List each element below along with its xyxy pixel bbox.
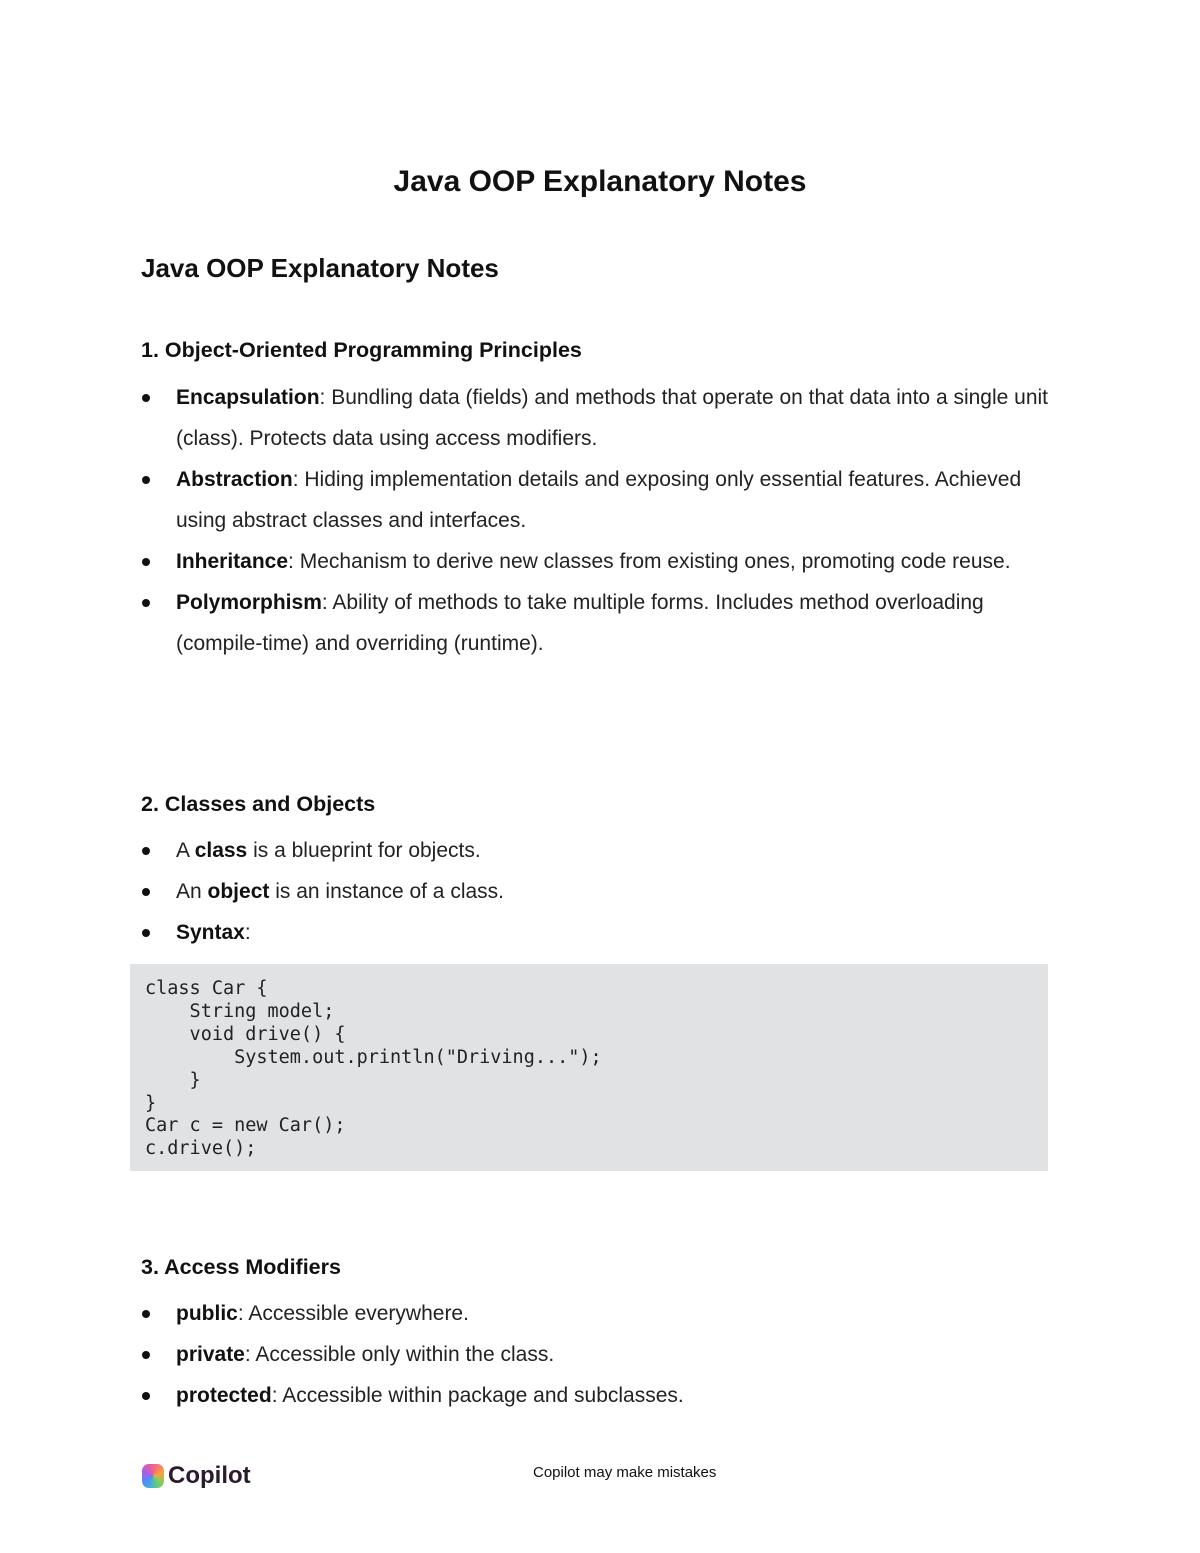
text: A (176, 839, 195, 862)
list-item (141, 459, 1051, 541)
section-heading-oop-principles: 1. Object-Oriented Programming Principles (141, 338, 582, 362)
document-heading: Java OOP Explanatory Notes (141, 253, 499, 283)
copilot-logo-text: Copilot (168, 1462, 251, 1489)
term: Polymorphism (176, 591, 322, 614)
term: object (207, 880, 270, 903)
code-block (130, 964, 1048, 1171)
definition: : Accessible everywhere. (237, 1302, 469, 1325)
text: An (176, 880, 208, 903)
code-text: class Car { String model; void drive() { System.out.println("Driving..."); } } Car c = new Car(); c.drive(); (145, 978, 602, 1160)
definition: : Accessible only within the class. (244, 1343, 555, 1366)
term: Encapsulation (176, 386, 320, 409)
definition: : Ability of methods to take multiple forms. Includes method overloading (compile-time) and overriding (runtime). (176, 591, 984, 655)
list-item (141, 912, 1051, 953)
section-heading-access-modifiers: 3. Access Modifiers (141, 1255, 341, 1279)
list-item (141, 871, 1051, 912)
definition: : (244, 921, 251, 944)
list-item (141, 830, 1051, 871)
term: protected (176, 1384, 272, 1407)
copilot-logo-icon (142, 1464, 164, 1488)
definition: is an instance of a class. (269, 880, 504, 903)
term: public (176, 1302, 238, 1325)
definition: : Hiding implementation details and exposing only essential features. Achieved using abstract classes and interfaces. (176, 468, 1022, 532)
classes-objects-list (141, 830, 1051, 953)
term: class (194, 839, 248, 862)
definition: : Bundling data (fields) and methods that operate on that data into a single unit (class). Protects data using access modifiers. (176, 386, 1049, 450)
term: Inheritance (176, 550, 289, 573)
copilot-logo (142, 1462, 251, 1490)
list-item (141, 1375, 1051, 1416)
term: private (176, 1343, 245, 1366)
section-heading-classes-objects: 2. Classes and Objects (141, 792, 376, 816)
list-item (141, 1293, 1051, 1334)
document-title: Java OOP Explanatory Notes (393, 165, 807, 198)
definition: is a blueprint for objects. (247, 839, 481, 862)
oop-principles-list (141, 377, 1051, 664)
list-item (141, 1334, 1051, 1375)
list-item (141, 541, 1051, 582)
term: Syntax (176, 921, 245, 944)
list-item (141, 582, 1051, 664)
definition: : Accessible within package and subclasses. (271, 1384, 684, 1407)
definition: : Mechanism to derive new classes from existing ones, promoting code reuse. (288, 550, 1011, 573)
access-modifiers-list (141, 1293, 1051, 1416)
footer-disclaimer: Copilot may make mistakes (533, 1464, 717, 1481)
term: Abstraction (176, 468, 293, 491)
list-item (141, 377, 1051, 459)
